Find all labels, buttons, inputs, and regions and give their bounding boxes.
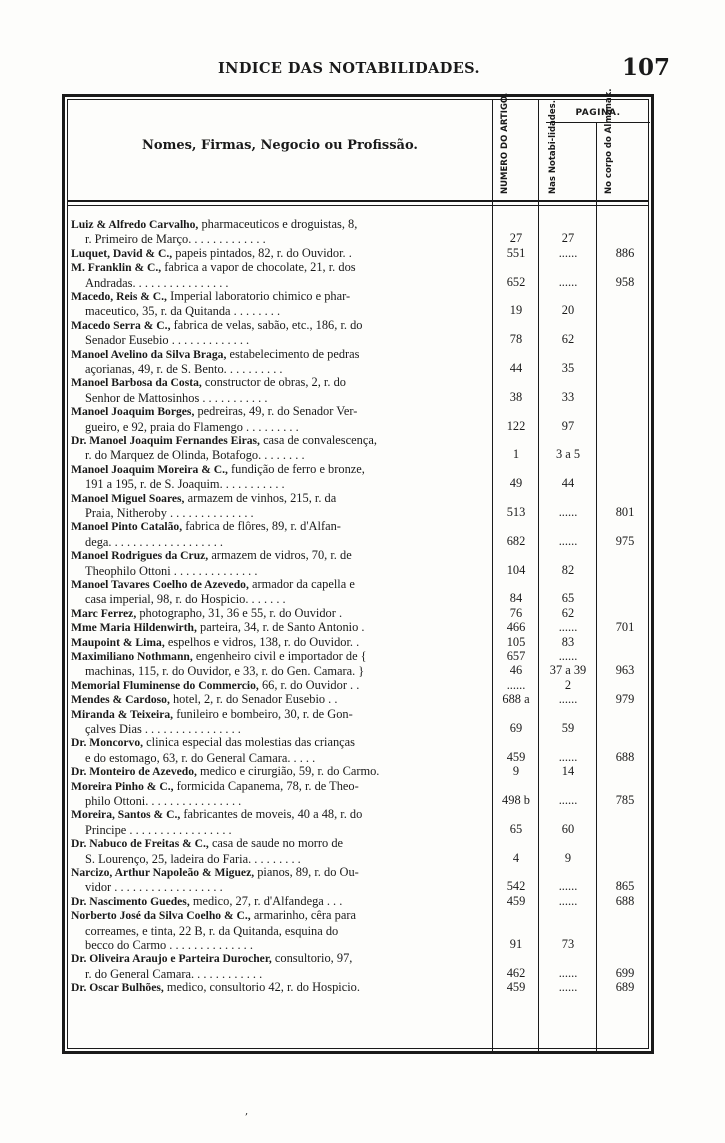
entry-name: Moreira Pinho & C., <box>71 779 174 793</box>
entry-continuation: 191 a 195, r. de S. Joaquim. . . . . . . . . . . <box>85 477 285 492</box>
article-number: 652 <box>506 274 526 289</box>
entry-description: pianos, 89, r. do Ou- <box>257 865 359 879</box>
entry-continuation: vidor . . . . . . . . . . . . . . . . . . <box>85 880 223 895</box>
article-number: 459 <box>506 893 526 908</box>
entry-description: parteira, 34, r. de Santo Antonio . <box>200 620 365 635</box>
entry-text <box>71 980 491 995</box>
entry-name: Manoel Miguel Soares, <box>71 491 185 505</box>
article-number: 4 <box>512 850 520 865</box>
notabilidades-page: 62 <box>561 332 575 347</box>
entry-name: Macedo Serra & C., <box>71 318 171 332</box>
entry-text <box>71 548 491 578</box>
entry-continuation: Theophilo Ottoni . . . . . . . . . . . . . . <box>85 563 258 578</box>
article-number: 459 <box>506 980 526 995</box>
entry-name: Manoel Tavares Coelho de Azevedo, <box>71 578 249 591</box>
entry-description: fabrica de velas, sabão, etc., 186, r. do <box>173 317 363 332</box>
running-head <box>0 56 725 86</box>
entry-description: fabricantes de moveis, 40 a 48, r. do <box>183 807 363 822</box>
notabilidades-page: 2 <box>564 677 572 692</box>
table-row <box>68 807 648 836</box>
entry-name: Memorial Fluminense do Commercio, <box>71 678 259 692</box>
entry-text <box>71 246 491 261</box>
entry-text <box>71 519 491 549</box>
almanak-page: 688 <box>615 893 635 908</box>
entry-name: Manoel Joaquim Borges, <box>71 405 195 419</box>
article-number: 513 <box>506 504 526 519</box>
entry-text <box>71 908 491 952</box>
entry-continuation: machinas, 115, r. do Ouvidor, e 33, r. do Gen. Camara. } <box>85 664 365 679</box>
almanak-page: 958 <box>615 274 635 289</box>
notabilidades-page: 97 <box>561 418 575 433</box>
entry-name: Manoel Barbosa da Costa, <box>71 376 202 390</box>
notabilidades-page: 27 <box>561 231 575 246</box>
article-number: ...... <box>506 677 526 692</box>
notabilidades-page: ...... <box>558 879 578 894</box>
entry-description: papeis pintados, 82, r. do Ouvidor. . <box>175 245 352 260</box>
entry-description: armazem de vidros, 70, r. de <box>211 548 352 563</box>
entry-text <box>71 692 491 707</box>
entry-description: fundição de ferro e bronze, <box>231 461 365 476</box>
notabilidades-page: ...... <box>558 274 578 289</box>
notabilidades-page: 37 a 39 <box>549 663 587 678</box>
entry-text <box>71 707 491 737</box>
entry-text <box>71 894 491 909</box>
entry-description: 66, r. do Ouvidor . . <box>261 677 360 692</box>
pagina-header: PAGINA. <box>575 108 621 118</box>
table-row <box>68 865 648 894</box>
entry-continuation: Andradas. . . . . . . . . . . . . . . . <box>85 275 229 290</box>
article-number: 657 <box>506 649 526 663</box>
entry-name: Norberto José da Silva Coelho & C., <box>71 909 251 923</box>
entry-text <box>71 462 491 492</box>
entry-text <box>71 375 491 405</box>
almanak-page: 689 <box>615 980 635 995</box>
article-number: 542 <box>506 879 526 894</box>
notabilidades-page: ...... <box>558 749 578 764</box>
entry-text <box>71 217 491 247</box>
entry-text <box>71 620 491 635</box>
table-row <box>68 462 648 491</box>
entry-description: medico e cirurgião, 59, r. do Carmo. <box>200 764 380 779</box>
table-row <box>68 951 648 980</box>
entry-continuation: dega. . . . . . . . . . . . . . . . . . . <box>85 534 224 549</box>
entry-text <box>71 347 491 377</box>
entry-text <box>71 764 491 779</box>
table-row <box>68 707 648 736</box>
column-divider <box>492 100 493 200</box>
article-number: 462 <box>506 965 526 980</box>
article-number: 104 <box>506 562 526 577</box>
index-table <box>62 88 654 1054</box>
entry-continuation: Senhor de Mattosinhos . . . . . . . . . . . <box>85 390 268 405</box>
entry-text <box>71 649 491 679</box>
table-row <box>68 836 648 865</box>
entry-description: casa de convalescença, <box>263 433 377 447</box>
table-row <box>68 692 648 706</box>
entry-name: Dr. Oscar Bulhões, <box>71 981 164 995</box>
notabilidades-page: 65 <box>561 591 575 606</box>
entry-description: engenheiro civil e importador de { <box>195 649 367 663</box>
entry-text <box>71 951 491 981</box>
table-row <box>68 433 648 462</box>
table-row <box>68 635 648 649</box>
table-row <box>68 735 648 764</box>
entry-text <box>71 807 491 837</box>
almanak-page: 886 <box>615 245 635 260</box>
table-header <box>68 88 648 202</box>
entry-name: Luiz & Alfredo Carvalho, <box>71 218 199 231</box>
table-row <box>68 260 648 289</box>
notabilidades-page: 82 <box>561 562 575 577</box>
article-number: 84 <box>509 591 523 606</box>
entry-text <box>71 318 491 348</box>
entry-description: medico, 27, r. d'Alfandega . . . <box>192 893 343 908</box>
notabilidades-page: 83 <box>561 634 575 649</box>
entry-description: pedreiras, 49, r. do Senador Ver- <box>197 404 358 419</box>
entry-continuation: S. Lourenço, 25, ladeira do Faria. . . . . . . . . <box>85 851 301 866</box>
entry-continuation: e do estomago, 63, r. do General Camara. . . . . <box>85 750 316 765</box>
entry-description: estabelecimento de pedras <box>229 346 360 361</box>
article-number: 49 <box>509 476 523 491</box>
entry-continuation: philo Ottoni. . . . . . . . . . . . . . . . <box>85 794 242 808</box>
notabilidades-page: 33 <box>561 389 575 404</box>
almanak-column-header: No corpo do Almanak. <box>604 88 614 194</box>
entry-continuation: açorianas, 49, r. de S. Bento. . . . . . . . . . <box>85 362 283 376</box>
notabilidades-page: ...... <box>558 620 578 635</box>
entry-text <box>71 735 491 765</box>
notabilidades-page: 20 <box>561 303 575 318</box>
entry-description: constructor de obras, 2, r. do <box>204 375 346 390</box>
entry-continuation: maceutico, 35, r. da Quitanda . . . . . . . . <box>85 304 281 319</box>
entry-text <box>71 779 491 809</box>
article-number: 1 <box>512 447 520 462</box>
table-row <box>68 375 648 404</box>
notabilidades-page: 44 <box>561 476 575 491</box>
article-number: 105 <box>506 634 526 649</box>
entry-continuation: Principe . . . . . . . . . . . . . . . . . <box>85 822 232 837</box>
entry-name: Miranda & Teixeira, <box>71 707 174 721</box>
table-row <box>68 606 648 620</box>
table-row <box>68 289 648 318</box>
notabilidades-page: 14 <box>561 764 575 779</box>
entry-text <box>71 836 491 866</box>
notabilidades-page: 60 <box>561 821 575 836</box>
notabilidades-page: ...... <box>558 649 578 663</box>
printer-mark: , <box>245 1106 249 1117</box>
entry-name: Moreira, Santos & C., <box>71 808 181 822</box>
table-row <box>68 980 648 994</box>
table-row <box>68 908 648 951</box>
entry-continuation: r. Primeiro de Março. . . . . . . . . . . . . <box>85 232 266 247</box>
entry-description: formicida Capanema, 78, r. de Theo- <box>176 778 359 793</box>
article-number: 44 <box>509 360 523 375</box>
almanak-page: 699 <box>615 965 635 980</box>
entry-description: armador da capella e <box>251 577 355 591</box>
notabilidades-page: 73 <box>561 936 575 951</box>
entry-description: medico, consultorio 42, r. do Hospicio. <box>166 980 360 995</box>
notabilidades-page: 35 <box>561 360 575 375</box>
entry-description: casa de saude no morro de <box>211 836 344 851</box>
entry-text <box>71 865 491 895</box>
entry-name: M. Franklin & C., <box>71 261 162 275</box>
entry-name: Maximiliano Nothmann, <box>71 650 193 663</box>
notabilidades-page: ...... <box>558 980 578 995</box>
article-number: 19 <box>509 303 523 318</box>
article-number: 551 <box>506 245 526 260</box>
almanak-page: 785 <box>615 792 635 807</box>
entry-name: Dr. Oliveira Araujo e Parteira Durocher, <box>71 952 272 966</box>
table-row <box>68 217 648 246</box>
entry-name: Marc Ferrez, <box>71 606 137 620</box>
notabilidades-page: ...... <box>558 504 578 519</box>
table-row <box>68 764 648 778</box>
table-row <box>68 491 648 520</box>
running-title: INDICE DAS NOTABILIDADES. <box>218 60 480 77</box>
article-number: 76 <box>509 605 523 620</box>
entry-continuation: casa imperial, 98, r. do Hospicio. . . . . . . <box>85 592 286 607</box>
almanak-page: 688 <box>615 749 635 764</box>
column-divider <box>538 100 539 200</box>
entry-description: photographo, 31, 36 e 55, r. do Ouvidor . <box>139 605 343 620</box>
notabilidades-page: 3 a 5 <box>555 447 581 462</box>
entry-continuation: correames, e tinta, 22 B, r. da Quitanda, esquina do <box>85 923 339 938</box>
article-number: 688 a <box>502 692 530 707</box>
table-row <box>68 577 648 606</box>
entry-continuation: gueiro, e 92, praia do Flamengo . . . . . . . . . <box>85 419 299 434</box>
entry-description: consultorio, 97, <box>274 951 353 966</box>
entry-continuation: r. do Marquez de Olinda, Botafogo. . . . . . . . <box>85 448 305 463</box>
entry-name: Manoel Rodrigues da Cruz, <box>71 549 209 563</box>
entry-text <box>71 577 491 607</box>
entry-name: Dr. Manoel Joaquim Fernandes Eiras, <box>71 434 260 447</box>
entry-name: Macedo, Reis & C., <box>71 290 167 303</box>
article-number: 682 <box>506 533 526 548</box>
notabilidades-page: ...... <box>558 692 578 707</box>
entry-name: Mme Maria Hildenwirth, <box>71 621 197 635</box>
article-number: 69 <box>509 720 523 735</box>
entry-name: Dr. Monteiro de Azevedo, <box>71 765 197 779</box>
entry-text <box>71 433 491 463</box>
entry-text <box>71 404 491 434</box>
notabilidades-page: 59 <box>561 720 575 735</box>
entry-text <box>71 260 491 290</box>
notabilidades-page: ...... <box>558 533 578 548</box>
article-number: 46 <box>509 663 523 678</box>
notabilidades-page: 62 <box>561 605 575 620</box>
entry-description: armazem de vinhos, 215, r. da <box>187 490 337 505</box>
table-row <box>68 620 648 634</box>
entry-name: Mendes & Cardoso, <box>71 693 170 707</box>
table-row <box>68 519 648 548</box>
article-number: 65 <box>509 821 523 836</box>
table-row <box>68 404 648 433</box>
almanak-page: 979 <box>615 692 635 707</box>
article-number: 9 <box>512 764 520 779</box>
table-row <box>68 894 648 908</box>
almanak-page: 975 <box>615 533 635 548</box>
notabilidades-page: ...... <box>558 893 578 908</box>
pagina-rule <box>546 122 650 123</box>
table-row <box>68 246 648 260</box>
index-table-inner <box>67 88 649 1049</box>
entry-name: Manoel Pinto Catalão, <box>71 520 183 534</box>
entry-name: Dr. Nascimento Guedes, <box>71 894 190 908</box>
entry-name: Luquet, David & C., <box>71 246 173 260</box>
entry-text <box>71 678 491 693</box>
entry-continuation: Praia, Nitheroby . . . . . . . . . . . . . . <box>85 506 254 520</box>
article-number: 466 <box>506 620 526 635</box>
page-number: 107 <box>622 54 671 81</box>
notabilidades-page: ...... <box>558 792 578 807</box>
entry-continuation: Senador Eusebio . . . . . . . . . . . . . <box>85 333 250 348</box>
entry-continuation: becco do Carmo . . . . . . . . . . . . . . <box>85 938 253 952</box>
almanak-page: 963 <box>615 663 635 678</box>
entry-text <box>71 491 491 521</box>
table-row <box>68 649 648 678</box>
article-column-header: NUMERO DO ARTIGO. <box>500 92 510 194</box>
table-row <box>68 779 648 808</box>
table-row <box>68 548 648 577</box>
entry-continuation: r. do General Camara. . . . . . . . . . . . <box>85 966 263 981</box>
entry-description: Imperial laboratorio chimico e phar- <box>170 289 351 303</box>
entry-name: Maupoint & Lima, <box>71 635 165 649</box>
entry-description: funileiro e bombeiro, 30, r. de Gon- <box>176 706 353 721</box>
article-number: 27 <box>509 231 523 246</box>
entry-description: clinica especial das molestias das crianças <box>146 735 355 750</box>
almanak-page: 801 <box>615 504 635 519</box>
table-row <box>68 678 648 692</box>
entry-description: fabrica a vapor de chocolate, 21, r. dos <box>164 260 356 275</box>
notabilidades-page: ...... <box>558 965 578 980</box>
article-number: 78 <box>509 332 523 347</box>
entry-name: Narcizo, Arthur Napoleão & Miguez, <box>71 866 255 879</box>
article-number: 91 <box>509 936 523 951</box>
entry-description: hotel, 2, r. do Senador Eusebio . . <box>172 692 338 707</box>
notabilidades-page: 9 <box>564 850 572 865</box>
entry-text <box>71 635 491 650</box>
article-number: 498 b <box>502 792 530 807</box>
names-column-header: Nomes, Firmas, Negocio ou Profissão. <box>142 138 418 153</box>
notabilidades-column-header: Nas Notabi-lidades. <box>548 100 558 194</box>
entry-name: Manoel Avelino da Silva Braga, <box>71 347 227 361</box>
column-divider <box>596 122 597 200</box>
table-row <box>68 347 648 376</box>
entry-description: pharmaceuticos e droguistas, 8, <box>201 217 358 231</box>
entry-description: fabrica de flôres, 89, r. d'Alfan- <box>185 519 341 534</box>
article-number: 38 <box>509 389 523 404</box>
table-row <box>68 318 648 347</box>
entry-description: armarinho, cêra para <box>253 908 356 923</box>
entry-name: Dr. Nabuco de Freitas & C., <box>71 837 209 851</box>
almanak-page: 701 <box>615 620 635 635</box>
almanak-page: 865 <box>615 879 635 894</box>
article-number: 459 <box>506 749 526 764</box>
entry-continuation: çalves Dias . . . . . . . . . . . . . . . . <box>85 722 241 736</box>
entry-description: espelhos e vidros, 138, r. do Ouvidor. . <box>167 634 360 649</box>
article-number: 122 <box>506 418 526 433</box>
notabilidades-page: ...... <box>558 245 578 260</box>
entry-text <box>71 289 491 319</box>
entry-name: Dr. Moncorvo, <box>71 736 144 750</box>
entry-text <box>71 606 491 621</box>
entry-name: Manoel Joaquim Moreira & C., <box>71 462 228 476</box>
